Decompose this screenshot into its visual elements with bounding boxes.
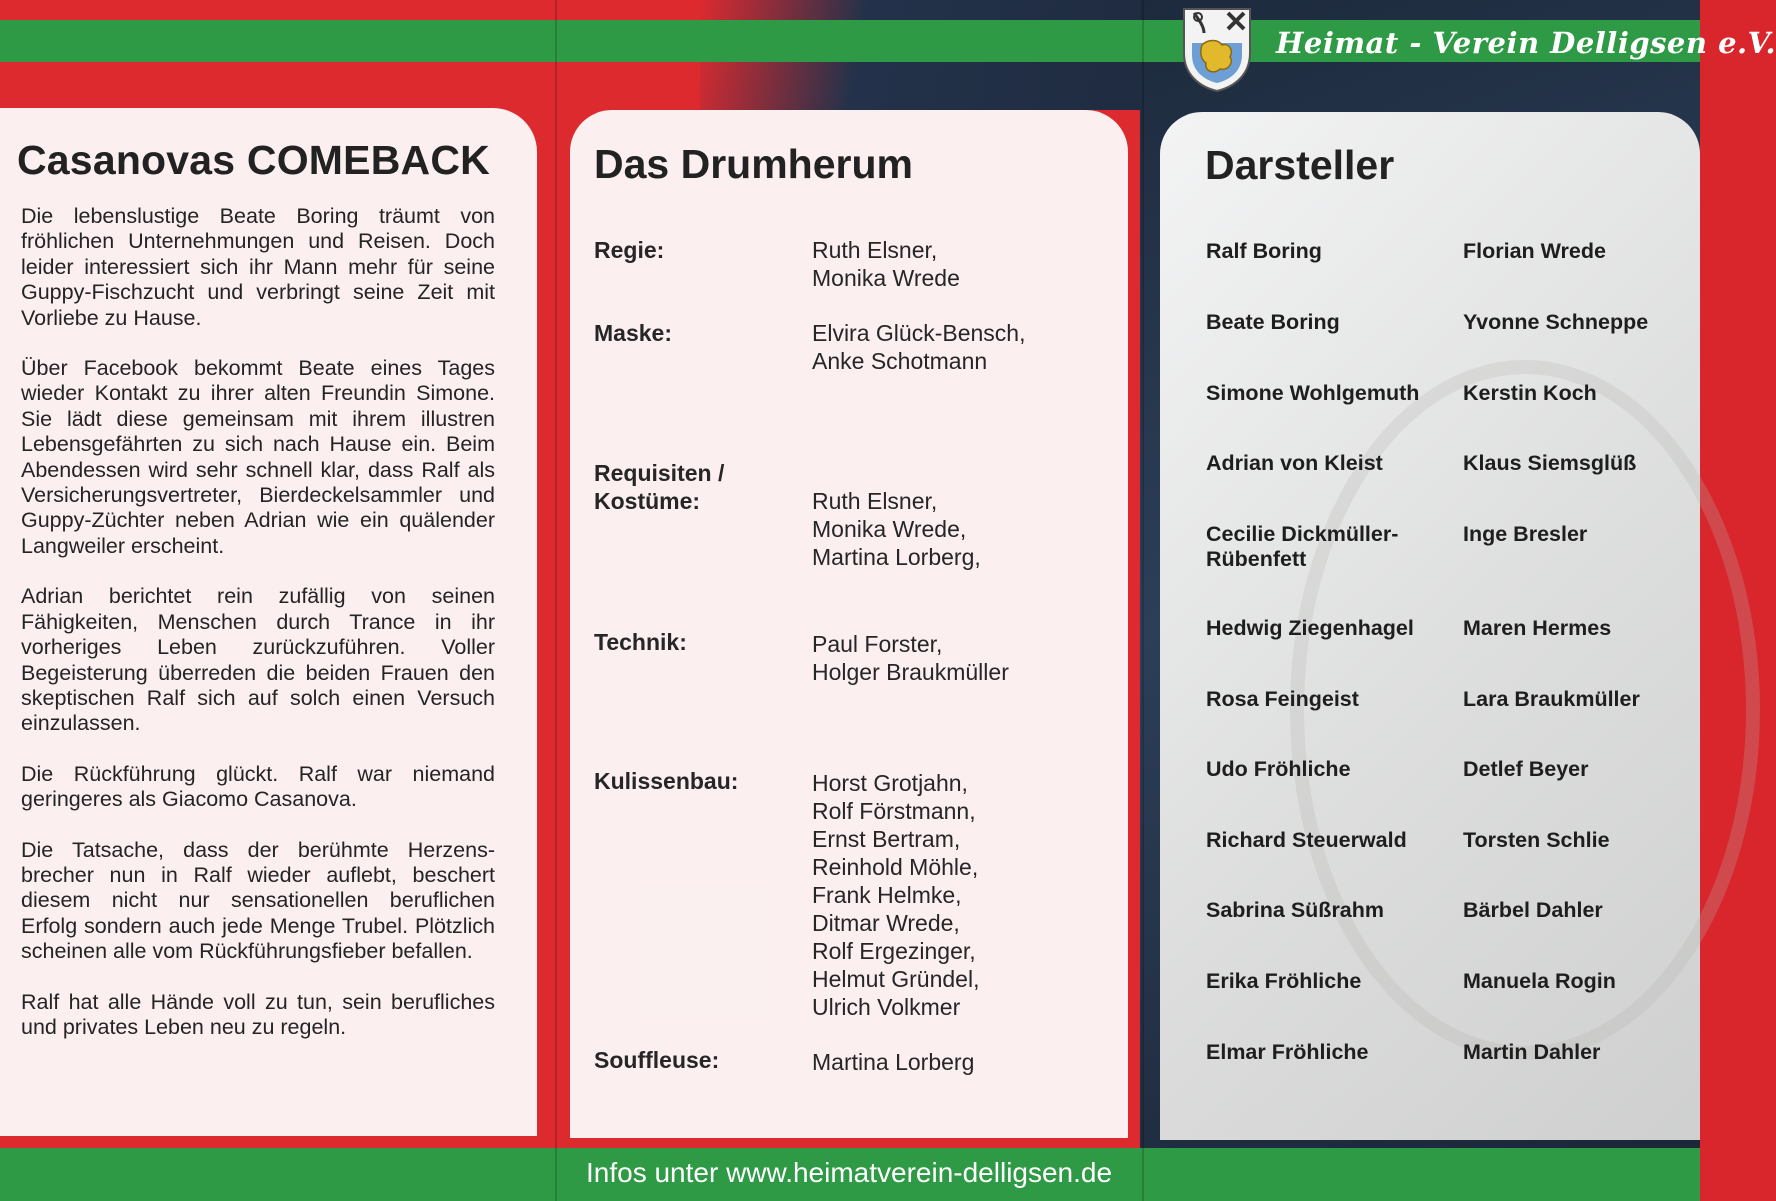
story-title: Casanovas COMEBACK bbox=[17, 137, 490, 183]
crew-names: Paul Forster, Holger Braukmüller bbox=[812, 631, 1009, 685]
footer-website-link[interactable]: Infos unter www.heimatverein-delligsen.de bbox=[586, 1157, 1113, 1188]
cast-role: Ralf Boring bbox=[1206, 239, 1322, 263]
crew-names: Martina Lorberg bbox=[812, 1049, 975, 1075]
cast-role: Simone Wohlgemuth bbox=[1206, 381, 1420, 405]
fold-line bbox=[1142, 0, 1144, 1201]
cast-actor: Inge Bresler bbox=[1463, 522, 1588, 546]
cast-actor: Yvonne Schneppe bbox=[1463, 310, 1649, 334]
fold-line bbox=[555, 0, 557, 1201]
cast-actor: Bärbel Dahler bbox=[1463, 898, 1603, 922]
story-paragraph: Über Facebook bekommt Beate eines Tages wieder Kontakt zu ihrer alten Freundin Simone. Sie lädt diese gemeinsam mit ihrem illustren Lebensgefährten zu sich nach Hause ein. Beim Abendessen wird sehr schnell klar, dass Ralf als Versicherungsvertreter, Bierdeckelsammler und Guppy-Züchter neben Adrian wie ein quälender Langweiler erscheint. bbox=[21, 356, 495, 558]
cast-actor: Maren Hermes bbox=[1463, 616, 1612, 640]
cast-role: Adrian von Kleist bbox=[1206, 451, 1383, 475]
story-text bbox=[21, 204, 495, 1065]
story-paragraph: Adrian berichtet rein zufällig von seinen Fähigkeiten, Menschen durch Trance in ihr vorheriges Leben zurückzuführen. Voller Begeisterung überreden die beiden Frauen den skeptischen Ralf sich auf solch einen Versuch einzulassen. bbox=[21, 584, 495, 736]
cast-actor: Kerstin Koch bbox=[1463, 381, 1597, 405]
crew-role-label: Regie: bbox=[594, 237, 665, 263]
crew-names: Ruth Elsner, Monika Wrede, Martina Lorberg, bbox=[812, 488, 981, 570]
cast-actor: Martin Dahler bbox=[1463, 1040, 1601, 1064]
crew-title: Das Drumherum bbox=[594, 141, 913, 187]
crew-role-label: Souffleuse: bbox=[594, 1047, 720, 1073]
cast-title: Darsteller bbox=[1205, 142, 1395, 188]
cast-actor: Torsten Schlie bbox=[1463, 828, 1610, 852]
cast-role: Erika Fröhliche bbox=[1206, 969, 1362, 993]
story-paragraph: Die Rückführung glückt. Ralf war niemand geringeres als Giacomo Casanova. bbox=[21, 761, 495, 812]
cast-role: Cecilie Dickmüller- Rübenfett bbox=[1206, 522, 1399, 571]
crew-role-label: Maske: bbox=[594, 320, 672, 346]
coat-of-arms-icon bbox=[1178, 3, 1256, 93]
story-paragraph: Ralf hat alle Hände voll zu tun, sein berufliches und privates Leben neu zu regeln. bbox=[21, 989, 495, 1039]
cast-role: Beate Boring bbox=[1206, 310, 1340, 334]
crew-names: Elvira Glück-Bensch, Anke Schotmann bbox=[812, 320, 1026, 374]
crew-names: Ruth Elsner, Monika Wrede bbox=[812, 237, 960, 291]
crew-role-label: Requisiten / Kostüme: bbox=[594, 460, 725, 514]
cast-role: Richard Steuerwald bbox=[1206, 828, 1407, 852]
cast-actor: Detlef Beyer bbox=[1463, 757, 1589, 781]
crew-names: Horst Grotjahn, Rolf Förstmann, Ernst Bertram, Reinhold Möhle, Frank Helmke, Ditmar Wrede, Rolf Ergezinger, Helmut Gründel, Ulrich Volkmer bbox=[812, 770, 980, 1020]
cast-role: Sabrina Süßrahm bbox=[1206, 898, 1385, 922]
cast-role: Hedwig Ziegenhagel bbox=[1206, 616, 1414, 640]
cast-actor: Lara Braukmüller bbox=[1463, 687, 1640, 711]
cast-role: Udo Fröhliche bbox=[1206, 757, 1351, 781]
story-paragraph: Die lebenslustige Beate Boring träumt von fröhlichen Unternehmungen und Reisen. Doch leider interessiert sich ihr Mann mehr für seine Guppy-Fischzucht und verbringt seine Zeit mit Vorliebe zu Hause. bbox=[21, 204, 495, 330]
cast-role: Rosa Feingeist bbox=[1206, 687, 1359, 711]
crew-role-label: Kulissenbau: bbox=[594, 768, 739, 794]
story-paragraph: Die Tatsache, dass der berühmte Herzens-brecher nun in Ralf wieder auflebt, beschert diesem nicht nur sensationellen beruflichen Erfolg sondern auch jede Menge Trubel. Plötzlich scheinen alle vom Rückführungsfieber befallen. bbox=[21, 837, 495, 964]
club-name: Heimat - Verein Delligsen e.V. bbox=[1276, 26, 1776, 60]
cast-role: Elmar Fröhliche bbox=[1206, 1040, 1369, 1064]
cast-actor: Florian Wrede bbox=[1463, 239, 1606, 263]
cast-actor: Manuela Rogin bbox=[1463, 969, 1616, 993]
cast-actor: Klaus Siemsglüß bbox=[1463, 451, 1637, 475]
crew-role-label: Technik: bbox=[594, 629, 687, 655]
